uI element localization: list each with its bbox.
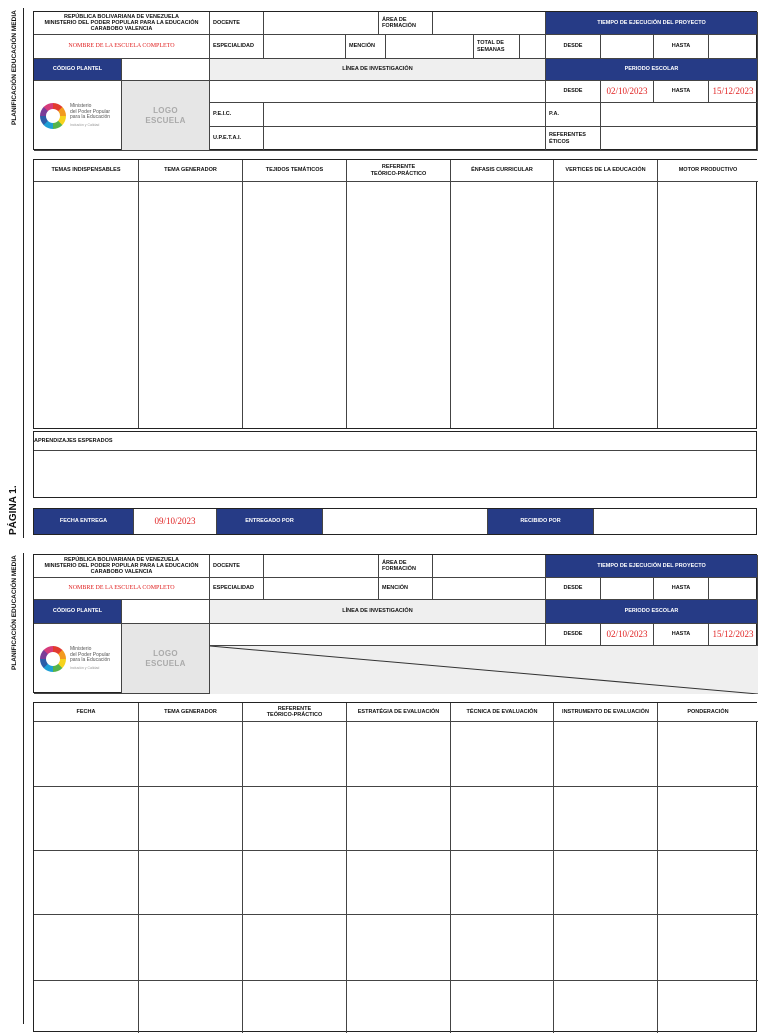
docente-label: DOCENTE bbox=[210, 12, 264, 35]
fecha-entrega-value[interactable]: 09/10/2023 bbox=[134, 509, 217, 534]
upetai-field[interactable] bbox=[264, 127, 546, 151]
desde-label: DESDE bbox=[546, 578, 601, 600]
entregado-por-field[interactable] bbox=[323, 509, 488, 534]
table-header-cell: REFERENTE TEÓRICO-PRÁCTICO bbox=[243, 703, 347, 722]
area-formacion-field[interactable] bbox=[433, 12, 546, 35]
codigo-plantel-label: CÓDIGO PLANTEL bbox=[34, 59, 122, 81]
periodo-hasta-value[interactable]: 15/12/2023 bbox=[709, 624, 758, 646]
pa-label: P.A. bbox=[546, 103, 601, 127]
crossed-out-area bbox=[210, 646, 758, 694]
desde-label: DESDE bbox=[546, 35, 601, 59]
recibido-por-label: RECIBIDO POR bbox=[488, 509, 594, 534]
peic-label: P.E.I.C. bbox=[210, 103, 264, 127]
table-cell[interactable] bbox=[243, 182, 347, 428]
upetai-label: U.P.E.T.A.I. bbox=[210, 127, 264, 151]
table-header-cell: TEMA GENERADOR bbox=[139, 160, 243, 182]
periodo-hasta-label: HASTA bbox=[654, 624, 709, 646]
linea-investigacion-field[interactable] bbox=[210, 81, 546, 103]
total-semanas-label: TOTAL DE SEMANAS bbox=[474, 35, 520, 59]
side-label-page1: PLANIFICACIÓN EDUCACIÓN MEDIA bbox=[11, 10, 18, 125]
side-label-page2: PLANIFICACIÓN EDUCACIÓN MEDIA bbox=[11, 555, 18, 670]
especialidad-field[interactable] bbox=[264, 35, 346, 59]
table-cell[interactable] bbox=[658, 182, 758, 428]
docente-field[interactable] bbox=[264, 555, 379, 578]
hasta-label: HASTA bbox=[654, 35, 709, 59]
table-cell[interactable] bbox=[34, 182, 139, 428]
grid-line bbox=[34, 850, 758, 851]
periodo-desde-label: DESDE bbox=[546, 624, 601, 646]
content-table bbox=[33, 159, 757, 429]
area-formacion-label: ÁREA DE FORMACIÓN bbox=[379, 555, 433, 578]
periodo-desde-value[interactable]: 02/10/2023 bbox=[601, 624, 654, 646]
peic-field[interactable] bbox=[264, 103, 546, 127]
mencion-field[interactable] bbox=[433, 578, 546, 600]
side-divider bbox=[23, 8, 24, 538]
table-header-cell: TÉCNICA DE EVALUACIÓN bbox=[451, 703, 554, 722]
grid-line bbox=[34, 786, 758, 787]
ministry-logo: Ministerio del Poder Popular para la Educación Inclusión y Calidad bbox=[34, 624, 122, 694]
area-formacion-label: ÁREA DE FORMACIÓN bbox=[379, 12, 433, 35]
aprendizajes-label: APRENDIZAJES ESPERADOS bbox=[34, 432, 756, 451]
grid-line bbox=[242, 722, 243, 1033]
pa-field[interactable] bbox=[601, 103, 758, 127]
hasta-field[interactable] bbox=[709, 578, 758, 600]
table-cell[interactable] bbox=[347, 182, 451, 428]
grid-line bbox=[553, 722, 554, 1033]
especialidad-label: ESPECIALIDAD bbox=[210, 35, 264, 59]
school-logo-placeholder: LOGO ESCUELA bbox=[122, 81, 210, 151]
table-cell[interactable] bbox=[451, 182, 554, 428]
desde-field[interactable] bbox=[601, 35, 654, 59]
fecha-entrega-label: FECHA ENTREGA bbox=[34, 509, 134, 534]
periodo-hasta-label: HASTA bbox=[654, 81, 709, 103]
mencion-label: MENCIÓN bbox=[346, 35, 386, 59]
page2-header bbox=[33, 554, 757, 693]
table-header-cell: FECHA bbox=[34, 703, 139, 722]
table-header-cell: REFERENTE TEÓRICO-PRÁCTICO bbox=[347, 160, 451, 182]
ministry-emblem-icon bbox=[40, 646, 66, 672]
referentes-eticos-label: REFERENTES ÉTICOS bbox=[546, 127, 601, 151]
table-header-cell: TEMA GENERADOR bbox=[139, 703, 243, 722]
school-name: NOMBRE DE LA ESCUELA COMPLETO bbox=[34, 35, 210, 59]
periodo-escolar-header: PERIODO ESCOLAR bbox=[546, 59, 758, 81]
total-semanas-field[interactable] bbox=[520, 35, 546, 59]
grid-line bbox=[34, 980, 758, 981]
grid-line bbox=[657, 722, 658, 1033]
evaluation-table bbox=[33, 702, 757, 1032]
school-logo-placeholder: LOGO ESCUELA bbox=[122, 624, 210, 694]
ministry-logo: Ministerio del Poder Popular para la Educación Inclusión y Calidad bbox=[34, 81, 122, 151]
periodo-hasta-value[interactable]: 15/12/2023 bbox=[709, 81, 758, 103]
table-header-cell: ESTRATÉGIA DE EVALUACIÓN bbox=[347, 703, 451, 722]
referentes-eticos-field[interactable] bbox=[601, 127, 758, 151]
especialidad-label: ESPECIALIDAD bbox=[210, 578, 264, 600]
docente-field[interactable] bbox=[264, 12, 379, 35]
recibido-por-field[interactable] bbox=[594, 509, 756, 534]
hasta-label: HASTA bbox=[654, 578, 709, 600]
table-header-cell: TEJIDOS TEMÁTICOS bbox=[243, 160, 347, 182]
institution-header: REPÚBLICA BOLIVARIANA DE VENEZUELA MINISTERIO DEL PODER POPULAR PARA LA EDUCACIÓN CARABOBO VALENCIA bbox=[34, 555, 210, 578]
grid-line bbox=[138, 722, 139, 1033]
side-divider bbox=[23, 553, 24, 1024]
codigo-plantel-label: CÓDIGO PLANTEL bbox=[34, 600, 122, 624]
page1-header bbox=[33, 11, 757, 150]
linea-investigacion-label: LÍNEA DE INVESTIGACIÓN bbox=[210, 59, 546, 81]
codigo-plantel-field[interactable] bbox=[122, 59, 210, 81]
diagonal-line bbox=[210, 646, 758, 694]
linea-investigacion-field[interactable] bbox=[210, 624, 546, 646]
institution-header: REPÚBLICA BOLIVARIANA DE VENEZUELA MINISTERIO DEL PODER POPULAR PARA LA EDUCACIÓN CARABOBO VALENCIA bbox=[34, 12, 210, 35]
grid-line bbox=[450, 722, 451, 1033]
delivery-footer bbox=[33, 508, 757, 535]
docente-label: DOCENTE bbox=[210, 555, 264, 578]
table-header-cell: MOTOR PRODUCTIVO bbox=[658, 160, 758, 182]
codigo-plantel-field[interactable] bbox=[122, 600, 210, 624]
mencion-label: MENCIÓN bbox=[379, 578, 433, 600]
table-cell[interactable] bbox=[139, 182, 243, 428]
tiempo-ejecucion-header: TIEMPO DE EJECUCIÓN DEL PROYECTO bbox=[546, 12, 758, 35]
table-header-cell: ÉNFASIS CURRICULAR bbox=[451, 160, 554, 182]
desde-field[interactable] bbox=[601, 578, 654, 600]
table-header-cell: TEMAS INDISPENSABLES bbox=[34, 160, 139, 182]
table-header-cell: PONDERACIÓN bbox=[658, 703, 758, 722]
aprendizajes-section bbox=[33, 431, 757, 498]
especialidad-field[interactable] bbox=[264, 578, 379, 600]
periodo-escolar-header: PERIODO ESCOLAR bbox=[546, 600, 758, 624]
entregado-por-label: ENTREGADO POR bbox=[217, 509, 323, 534]
ministry-emblem-icon bbox=[40, 103, 66, 129]
table-header-cell: INSTRUMENTO DE EVALUACIÓN bbox=[554, 703, 658, 722]
hasta-field[interactable] bbox=[709, 35, 758, 59]
table-cell[interactable] bbox=[554, 182, 658, 428]
periodo-desde-value[interactable]: 02/10/2023 bbox=[601, 81, 654, 103]
tiempo-ejecucion-header: TIEMPO DE EJECUCIÓN DEL PROYECTO bbox=[546, 555, 758, 578]
aprendizajes-field[interactable] bbox=[34, 451, 756, 497]
periodo-desde-label: DESDE bbox=[546, 81, 601, 103]
area-formacion-field[interactable] bbox=[433, 555, 546, 578]
linea-investigacion-label: LÍNEA DE INVESTIGACIÓN bbox=[210, 600, 546, 624]
mencion-field[interactable] bbox=[386, 35, 474, 59]
table-header-cell: VERTICES DE LA EDUCACIÓN bbox=[554, 160, 658, 182]
grid-line bbox=[34, 914, 758, 915]
school-name: NOMBRE DE LA ESCUELA COMPLETO bbox=[34, 578, 210, 600]
grid-line bbox=[346, 722, 347, 1033]
page-number-label: PÁGINA 1. bbox=[8, 485, 19, 535]
